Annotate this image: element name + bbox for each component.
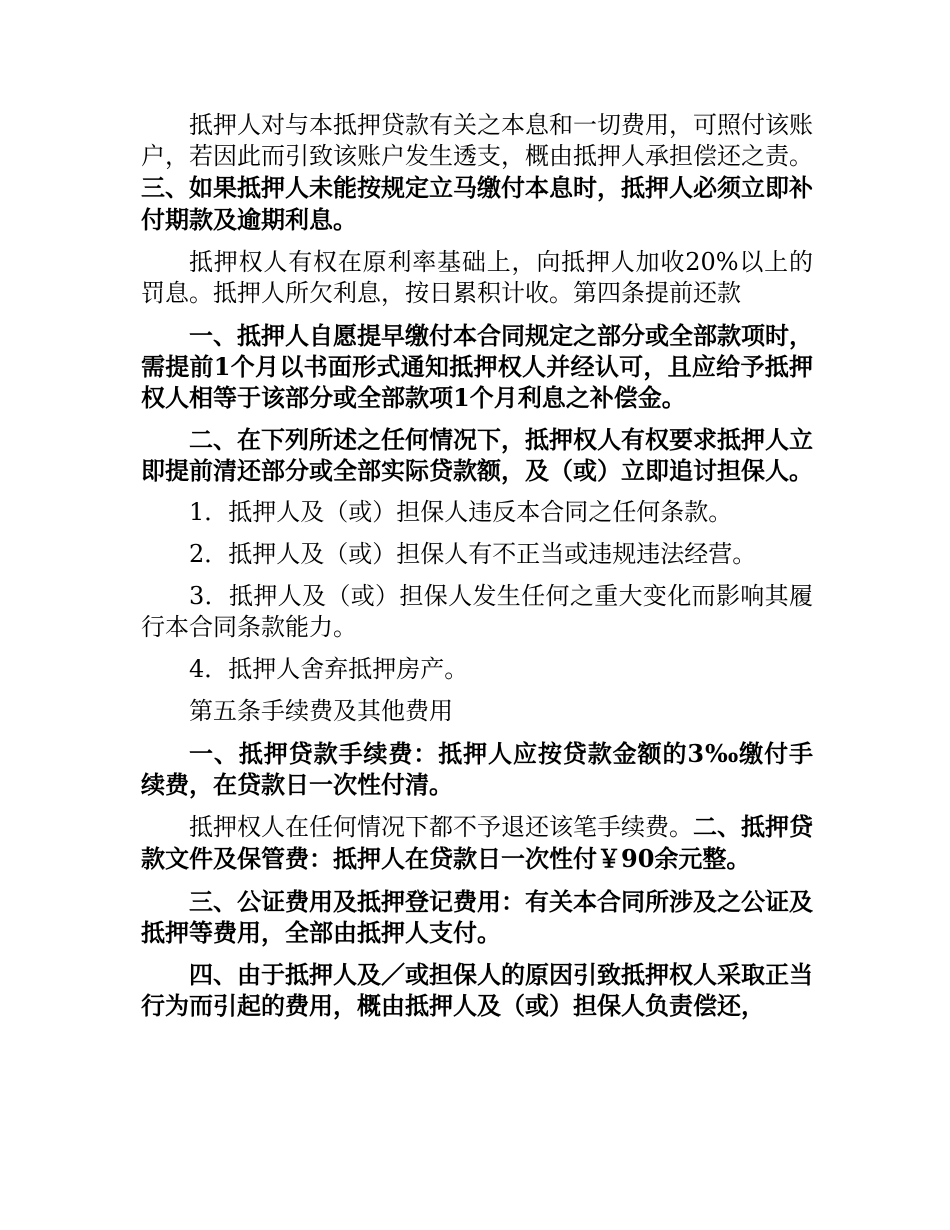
text-run: 抵押权人在任何情况下都不予退还该笔手续费。 (189, 813, 693, 841)
text-run: 4．抵押人舍弃抵押房产。 (189, 655, 469, 683)
text-run-bold: 二、在下列所述之任何情况下，抵押权人有权要求抵押人立即提前清还部分或全部实际贷款额，及（或）立即追讨担保人。 (141, 425, 813, 485)
text-run-bold: 四、由于抵押人及／或担保人的原因引致抵押权人采取正当行为而引起的费用，概由抵押人及（或）担保人负责偿还， (141, 960, 813, 1020)
text-run: 抵押权人有权在原利率基础上，向抵押人加收20%以上的罚息。抵押人所欠利息，按日累积计收。第四条提前还款 (141, 248, 813, 307)
paragraph-enforcement-costs (141, 959, 813, 1021)
paragraph-early-repayment-notice (141, 320, 813, 413)
text-run: 1．抵押人及（或）担保人违反本合同之任何条款。 (189, 498, 733, 526)
list-item-condition-4 (141, 654, 813, 685)
paragraph-early-recall-conditions (141, 424, 813, 486)
text-run-bold: 三、公证费用及抵押登记费用：有关本合同所涉及之公证及抵押等费用，全部由抵押人支付。 (141, 887, 813, 947)
section-heading-article-5 (141, 696, 813, 727)
list-item-condition-3 (141, 581, 813, 643)
text-run-bold: 三、如果抵押人未能按规定立马缴付本息时，抵押人必须立即补付期款及逾期利息。 (141, 173, 813, 234)
paragraph-notarization-fees (141, 886, 813, 948)
paragraph-penalty-interest (141, 247, 813, 309)
text-run-bold: 一、抵押贷款手续费：抵押人应按贷款金额的3‰缴付手续费，在贷款日一次性付清。 (141, 739, 813, 799)
text-run: 3．抵押人及（或）担保人发生任何之重大变化而影响其履行本合同条款能力。 (141, 582, 813, 641)
text-run: 抵押人对与本抵押贷款有关之本息和一切费用，可照付该账户，若因此而引致该账户发生透支，概由抵押人承担偿还之责。 (141, 111, 813, 170)
text-run: 第五条手续费及其他费用 (189, 697, 453, 725)
paragraph-handling-fee (141, 738, 813, 800)
paragraph-fee-nonrefundable-and-custody (141, 811, 813, 875)
list-item-condition-2 (141, 539, 813, 570)
document-body (141, 110, 813, 1032)
text-run-bold: 一、抵押人自愿提早缴付本合同规定之部分或全部款项时，需提前1个月以书面形式通知抵押权人并经认可，且应给予抵押权人相等于该部分或全部款项1个月利息之补偿金。 (141, 321, 813, 412)
paragraph-mortgagor-account-overdraft (141, 110, 813, 236)
list-item-condition-1 (141, 497, 813, 528)
text-run-bold: 二、抵押贷款文件及保管费：抵押人在贷款日一次性付￥90余元整。 (141, 812, 813, 873)
text-run: 2．抵押人及（或）担保人有不正当或违规违法经营。 (189, 540, 757, 568)
